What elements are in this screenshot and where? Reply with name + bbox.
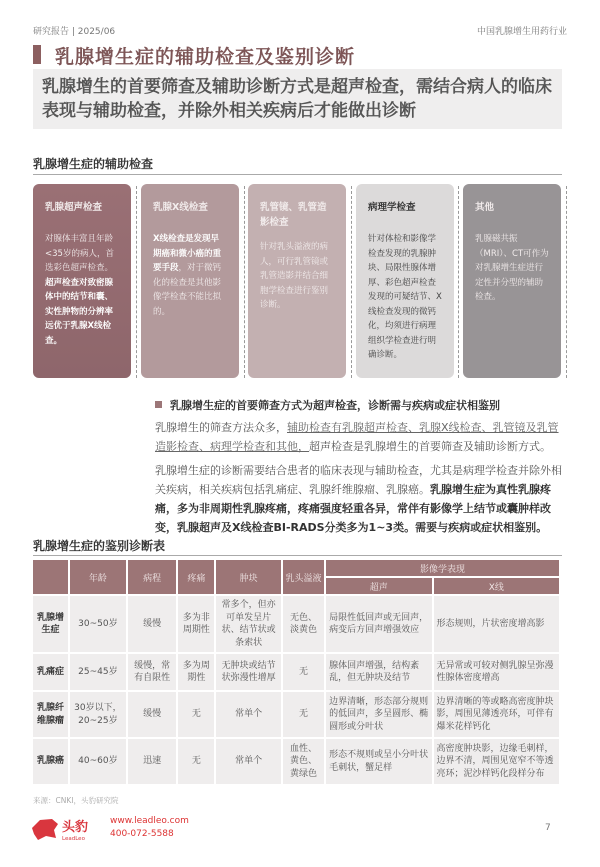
- table-cell: 无: [283, 692, 324, 737]
- table-row: [33, 739, 559, 784]
- report-date: 研究报告 | 2025/06: [33, 27, 116, 37]
- header-blank: [33, 560, 68, 594]
- leopard-logo-icon: [30, 816, 110, 842]
- table-cell: 30岁以下，20~25岁: [70, 692, 126, 737]
- row-header-cell: 乳痛症: [33, 654, 68, 690]
- section-title-aux-exams: 乳腺增生症的辅助检查: [33, 157, 154, 171]
- table-cell: 无异常或可较对侧乳腺呈弥漫性腺体密度增高: [434, 654, 559, 690]
- table-cell: 无: [178, 739, 214, 784]
- table-cell: 边界清晰的等或略高密度肿块影，周围见薄透亮环，可伴有爆米花样钙化: [434, 692, 559, 737]
- bullet-square-icon: [155, 401, 162, 408]
- table-cell: 无肿块或结节状弥漫性增厚: [216, 654, 281, 690]
- row-header-cell: 乳腺癌: [33, 739, 68, 784]
- card-title: 乳腺X线检查: [153, 202, 208, 213]
- svg-text:头豹: 头豹: [62, 820, 89, 835]
- table-cell: 无: [283, 654, 324, 690]
- dashed-separator: [458, 186, 459, 378]
- leadleo-logo: [30, 816, 110, 846]
- phone-number: 400-072-5588: [110, 829, 174, 839]
- table-cell: 迅速: [128, 739, 177, 784]
- page-number: 7: [545, 823, 551, 833]
- header-cell: 影像学表现: [326, 560, 559, 576]
- divider: [33, 555, 562, 556]
- table-cell: 边界清晰，形态部分规则的低回声，多呈圆形、椭圆形或分叶状: [326, 692, 431, 737]
- text: 乳腺增生症的诊断需要结合患者的临床表现与辅助检查，尤其是病理学检查并除外相关疾病，相关疾病包括乳痛症、乳腺纤维腺瘤、乳腺癌。: [155, 464, 562, 496]
- header-cell: 疼痛: [178, 560, 214, 594]
- table-row: [33, 654, 559, 690]
- row-header-cell: 乳腺增生症: [33, 596, 68, 652]
- table-cell: 高密度肿块影，边缘毛刺样，边界不清，周围见宽窄不等透亮环；泥沙样钙化段样分布: [434, 739, 559, 784]
- paragraph-diagnosis: [155, 461, 565, 537]
- dashed-separator: [566, 186, 567, 378]
- underlined-text: 辅助检查有乳腺超声检查、乳腺X线检查、乳管镜及乳管造影检查、病理学检查和其他，: [155, 421, 559, 453]
- bullet-heading: [155, 397, 500, 413]
- table-cell: 常单个: [216, 739, 281, 784]
- summary-box: 乳腺增生的首要筛查及辅助诊断方式是超声检查，需结合病人的临床表现与辅助检查，并除外相关疾病后才能做出诊断: [33, 69, 562, 129]
- table-cell: 40~60岁: [70, 739, 126, 784]
- title-marker: [33, 45, 41, 64]
- card-title: 乳腺超声检查: [45, 202, 103, 213]
- table-cell: 形态不规则或呈小分叶状毛刺状，蟹足样: [326, 739, 431, 784]
- table-cell: 无色、淡黄色: [283, 596, 324, 652]
- card-ultrasound: [33, 184, 131, 378]
- subheader-cell: X线: [434, 578, 559, 594]
- table-cell: 形态规则，片状密度增高影: [434, 596, 559, 652]
- dashed-separator: [136, 186, 137, 378]
- dashed-separator: [351, 186, 352, 378]
- card-other: [463, 184, 561, 378]
- card-text: 乳腺磁共振（MRI）、CT可作为对乳腺增生症进行定性并分型的辅助检查。: [475, 234, 549, 302]
- card-ductoscopy: [248, 184, 346, 378]
- page-title: 乳腺增生症的辅助检查及鉴别诊断: [55, 46, 356, 68]
- source-note: 来源：CNKI，头豹研究院: [33, 796, 119, 805]
- row-header-cell: 乳腺纤维腺瘤: [33, 692, 68, 737]
- website-link[interactable]: www.leadleo.com: [110, 816, 189, 826]
- dashed-separator: [244, 186, 245, 378]
- table-cell: 缓慢: [128, 596, 177, 652]
- table-cell: 多为非周期性: [178, 596, 214, 652]
- table-cell: 常多个，但亦可单发呈片状、结节状或条索状: [216, 596, 281, 652]
- subheader-cell: 超声: [326, 578, 431, 594]
- header-cell: 年龄: [70, 560, 126, 594]
- table-row: [33, 596, 559, 652]
- industry-label: 中国乳腺增生用药行业: [476, 27, 567, 37]
- card-title: 其他: [475, 202, 495, 213]
- card-title: 病理学检查: [368, 202, 416, 213]
- text: 超声检查是乳腺增生的首要筛查及辅助诊断方式。: [309, 440, 551, 453]
- table-row: [33, 692, 559, 737]
- table-cell: 腺体回声增强，结构紊乱，但无肿块及结节: [326, 654, 431, 690]
- header-cell: 肿块: [216, 560, 281, 594]
- table-header-row: [33, 560, 559, 576]
- table-cell: 无: [178, 692, 214, 737]
- header-cell: 乳头溢液: [283, 560, 324, 594]
- card-text: 针对体检和影像学检查发现的乳腺肿块、局限性腺体增厚、彩色超声检查发现的可疑结节、X线检查发现的微钙化，均须进行病理组织学检查进行明确诊断。: [368, 234, 442, 360]
- card-bold-text: X线检查是发现早期癌和微小癌的重要手段: [153, 234, 222, 273]
- table-cell: 局限性低回声或无回声，病变后方回声增强效应: [326, 596, 431, 652]
- divider: [33, 174, 562, 175]
- header-cell: 病程: [128, 560, 177, 594]
- card-pathology: [356, 184, 454, 378]
- table-cell: 缓慢，常有自限性: [128, 654, 177, 690]
- table-cell: 30~50岁: [70, 596, 126, 652]
- table-cell: 常单个: [216, 692, 281, 737]
- text: 乳腺增生的筛查方法众多，: [155, 421, 287, 434]
- paragraph-screening: [155, 418, 565, 456]
- differential-diagnosis-table: [31, 558, 561, 786]
- bold-text: 乳腺增生症为真性乳腺疼痛，多为非周期性乳腺疼痛，疼痛强度轻重各异，常伴有影像学上结节或囊肿样改变，乳腺超声及X线检查BI-RADS分类多为1~3类。需要与疾病或症状相鉴别。: [155, 483, 551, 534]
- bullet-text: 乳腺增生症的首要筛查方式为超声检查，诊断需与疾病或症状相鉴别: [170, 399, 500, 412]
- card-bold-text: 超声检查对致密腺体中的结节和囊、实性肿物的分辨率远优于乳腺X线检查。: [45, 277, 114, 346]
- card-xray: [141, 184, 239, 378]
- card-text: ，对于微钙化的检查是其他影像学检查不能比拟的。: [153, 263, 222, 317]
- section-title-diff-table: 乳腺增生症的鉴别诊断表: [33, 539, 166, 553]
- svg-text:LeadLeo: LeadLeo: [62, 836, 85, 842]
- card-text: 针对乳头溢液的病人，可行乳管镜或乳管造影并结合细胞学检查进行鉴别诊断。: [260, 242, 329, 310]
- card-text: 对腺体丰富且年龄<35岁的病人，首选彩色超声检查。: [45, 234, 114, 273]
- table-cell: 血性、黄色、黄绿色: [283, 739, 324, 784]
- table-cell: 多为周期性: [178, 654, 214, 690]
- table-cell: 25~45岁: [70, 654, 126, 690]
- card-title: 乳管镜、乳管造影检查: [260, 202, 327, 228]
- table-cell: 缓慢: [128, 692, 177, 737]
